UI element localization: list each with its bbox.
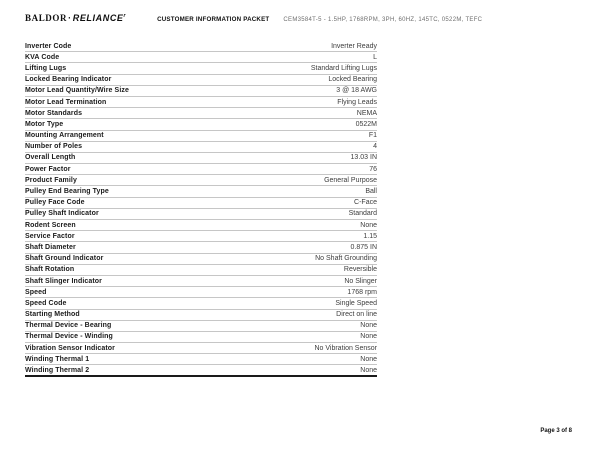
row-value: None [360, 366, 377, 374]
table-row [25, 108, 377, 119]
table-row [25, 75, 377, 86]
row-label: Thermal Device - Winding [25, 333, 113, 341]
row-label: Starting Method [25, 311, 80, 319]
table-row [25, 131, 377, 142]
table-row [25, 220, 377, 231]
row-value: Inverter Ready [331, 42, 377, 50]
row-label: Power Factor [25, 165, 71, 173]
row-value: Single Speed [335, 299, 377, 307]
row-label: Winding Thermal 1 [25, 355, 90, 363]
row-value: None [360, 322, 377, 330]
row-value: 4 [373, 143, 377, 151]
row-value: C-Face [354, 199, 377, 207]
row-label: Motor Standards [25, 109, 83, 117]
document-title: CUSTOMER INFORMATION PACKET [157, 16, 270, 23]
table-row [25, 186, 377, 197]
row-value: 13.03 IN [350, 154, 377, 162]
row-value: Ball [365, 188, 377, 196]
row-label: Winding Thermal 2 [25, 366, 90, 374]
row-label: Shaft Slinger Indicator [25, 277, 102, 285]
row-label: Motor Type [25, 120, 64, 128]
registered-trademark-mark: r [123, 13, 127, 19]
row-value: NEMA [356, 109, 377, 117]
table-row [25, 198, 377, 209]
spec-table [25, 41, 377, 377]
table-row [25, 209, 377, 220]
table-row [25, 310, 377, 321]
row-label: Service Factor [25, 232, 75, 240]
table-row [25, 41, 377, 52]
page-header [25, 13, 482, 23]
row-label: Pulley End Bearing Type [25, 188, 109, 196]
table-row [25, 332, 377, 343]
row-value: 0522M [355, 120, 377, 128]
row-value: F1 [368, 132, 377, 140]
row-value: Direct on line [336, 311, 377, 319]
table-row [25, 63, 377, 74]
table-row [25, 276, 377, 287]
logo-baldor-text: BALDOR [25, 13, 68, 23]
row-value: General Purpose [324, 176, 377, 184]
table-row [25, 254, 377, 265]
row-label: Shaft Diameter [25, 243, 76, 251]
row-value: 1.15 [363, 232, 377, 240]
table-row [25, 86, 377, 97]
table-row [25, 164, 377, 175]
row-value: None [360, 221, 377, 229]
table-row [25, 52, 377, 63]
row-label: Vibration Sensor Indicator [25, 344, 115, 352]
row-value: 1768 rpm [347, 288, 377, 296]
row-label: Lifting Lugs [25, 64, 67, 72]
table-row [25, 175, 377, 186]
row-value: 3 @ 18 AWG [336, 87, 377, 95]
table-row [25, 231, 377, 242]
table-row [25, 119, 377, 130]
row-value: None [360, 333, 377, 341]
row-label: Overall Length [25, 154, 76, 162]
row-label: Motor Lead Quantity/Wire Size [25, 87, 129, 95]
row-value: No Vibration Sensor [314, 344, 377, 352]
logo-dot-separator: · [68, 13, 72, 23]
row-label: Shaft Ground Indicator [25, 255, 104, 263]
row-value: 0.875 IN [350, 243, 377, 251]
row-label: Speed Code [25, 299, 67, 307]
table-row [25, 298, 377, 309]
table-row [25, 97, 377, 108]
table-row [25, 142, 377, 153]
table-row [25, 343, 377, 354]
row-label: Mounting Arrangement [25, 132, 104, 140]
row-value: No Shaft Grounding [315, 255, 377, 263]
row-value: Flying Leads [337, 98, 377, 106]
row-label: Product Family [25, 176, 77, 184]
table-row [25, 265, 377, 276]
row-label: Locked Bearing Indicator [25, 76, 112, 84]
row-value: No Slinger [344, 277, 377, 285]
baldor-reliance-logo [25, 13, 126, 23]
row-value: None [360, 355, 377, 363]
row-value: L [373, 53, 377, 61]
table-row [25, 153, 377, 164]
row-value: Standard Lifting Lugs [310, 64, 377, 72]
page-indicator: Page 3 of 8 [540, 428, 572, 434]
table-row [25, 242, 377, 253]
row-label: Thermal Device - Bearing [25, 322, 112, 330]
row-label: Motor Lead Termination [25, 98, 107, 106]
row-label: Shaft Rotation [25, 266, 75, 274]
table-row [25, 287, 377, 298]
row-value: Locked Bearing [328, 76, 377, 84]
row-label: Speed [25, 288, 47, 296]
row-label: Number of Poles [25, 143, 83, 151]
table-row [25, 321, 377, 332]
product-spec-line: CEM3584T-5 - 1.5HP, 1768RPM, 3PH, 60HZ, 145TC, 0522M, TEFC [283, 17, 483, 23]
row-value: Reversible [343, 266, 377, 274]
row-value: Standard [348, 210, 377, 218]
table-row [25, 365, 377, 376]
logo-reliance-text: RELIANCE [72, 13, 124, 23]
row-label: KVA Code [25, 53, 60, 61]
table-row [25, 354, 377, 365]
row-label: Pulley Shaft Indicator [25, 210, 99, 218]
row-label: Pulley Face Code [25, 199, 85, 207]
row-value: 76 [369, 165, 377, 173]
row-label: Rodent Screen [25, 221, 76, 229]
row-label: Inverter Code [25, 42, 72, 50]
